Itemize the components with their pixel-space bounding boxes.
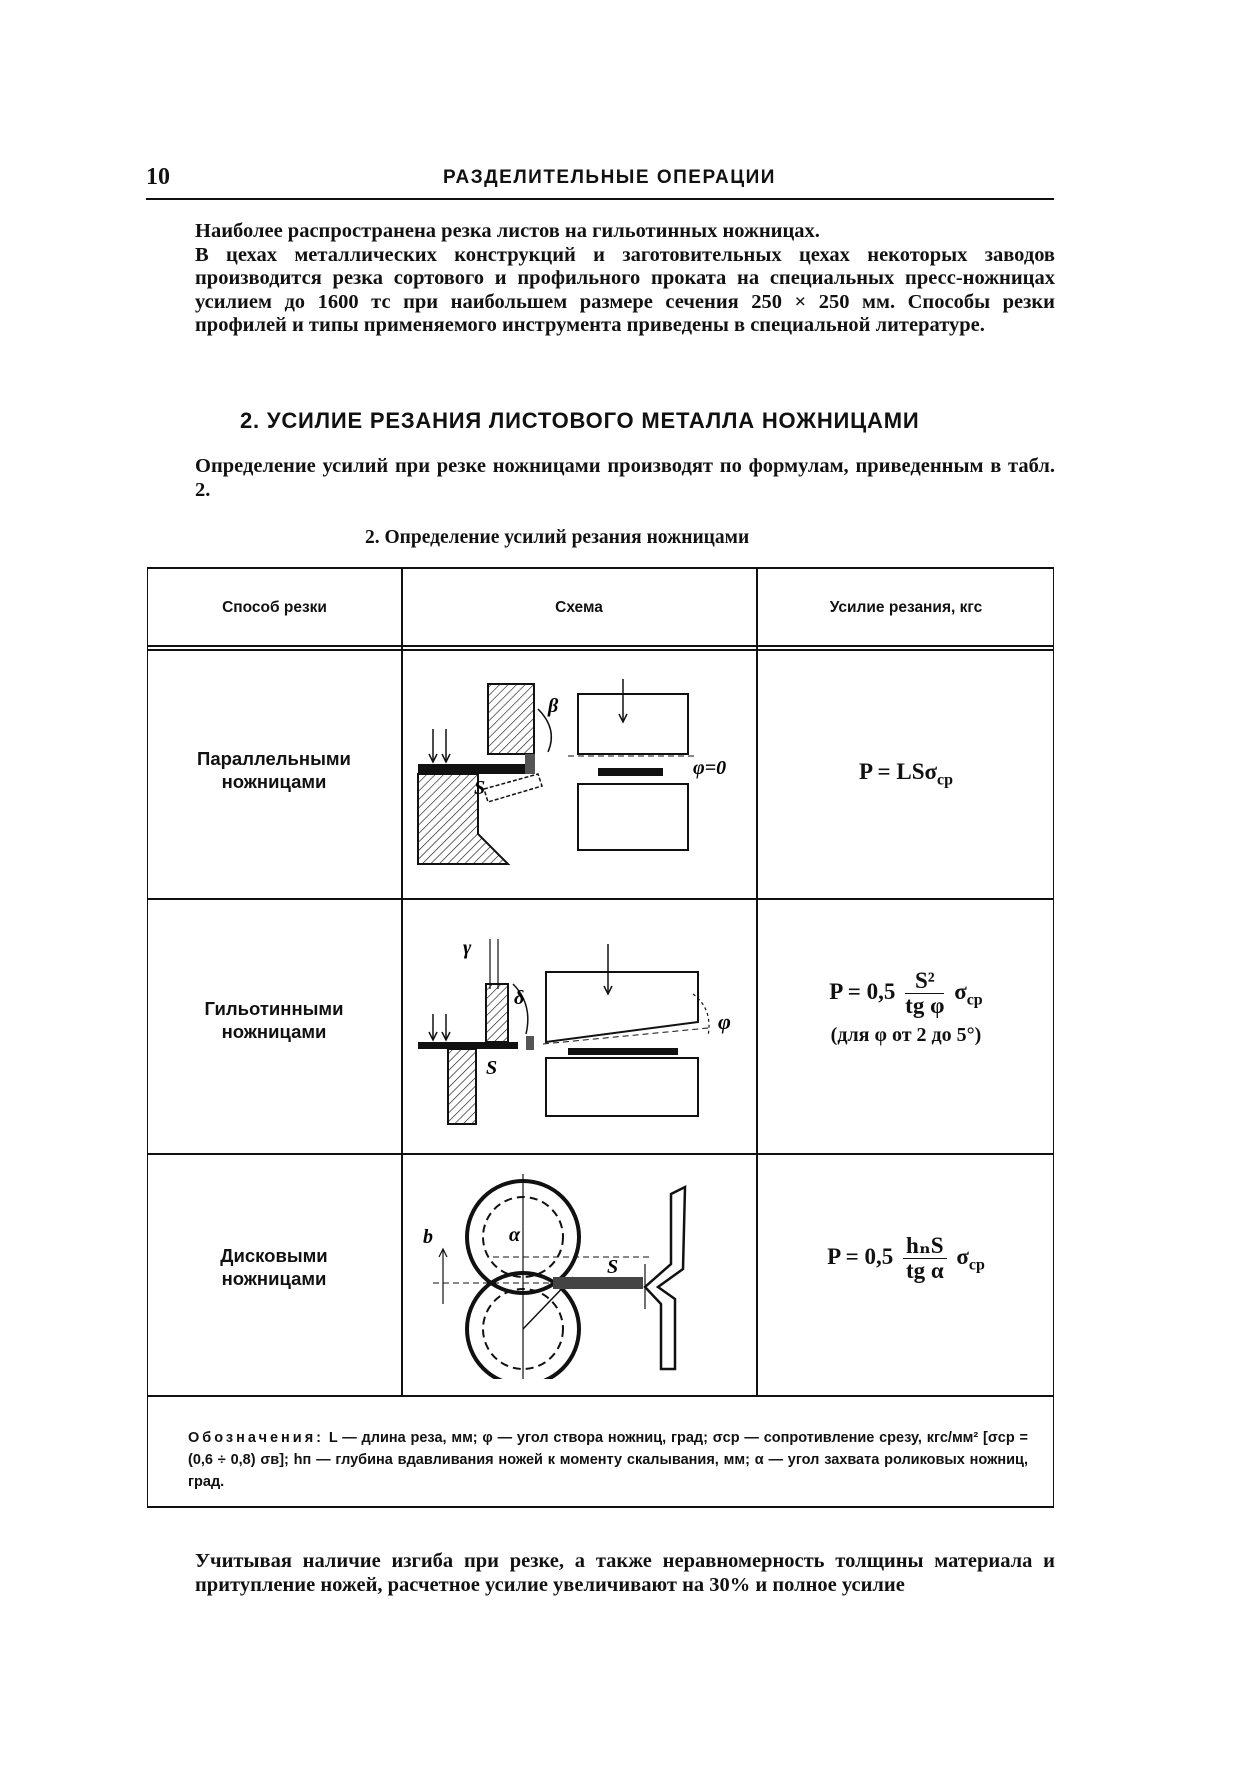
forces-table (147, 567, 1054, 1508)
section-heading: 2. УСИЛИЕ РЕЗАНИЯ ЛИСТОВОГО МЕТАЛЛА НОЖНИЦАМИ (240, 408, 920, 433)
scheme-parallel-shears (408, 674, 748, 874)
label-phi-zero: φ=0 (693, 757, 727, 779)
intro-text (195, 220, 1055, 338)
header-cutting-method: Способ резки (222, 599, 327, 616)
formula-tail: σ (956, 1243, 969, 1269)
intro-paragraph-2: В цехах металлических конструкций и заготовительных цехах некоторых заводов производится резка сортового и профильного проката на специальных пресс-ножницах усилием до 1600 тс при наибольшем размере сечения 250 × 250 мм. Способы резки профилей и типы применяемого инструмента приведены в специальной литературе. (195, 243, 1055, 337)
label-phi: φ (718, 1009, 731, 1034)
formula-subscript: ср (966, 991, 983, 1009)
formula-numerator: hₙS (903, 1234, 947, 1259)
label-delta: δ (514, 987, 525, 1009)
formula-subscript: ср (937, 771, 954, 789)
notes-text: L — длина реза, мм; φ — угол створа ножниц, град; σср — сопротивление срезу, кгс/мм² [σср = (0,6 ÷ 0,8) σв]; hп — глубина вдавливания ножей к моменту скалывания, мм; α — угол захвата роликовых ножниц, град. (188, 1430, 1028, 1490)
method-line: Параллельными (197, 748, 351, 769)
formula-numerator: S² (905, 969, 944, 994)
label-alpha: α (509, 1224, 521, 1246)
label-gamma: γ (463, 937, 472, 959)
formula-disc (757, 1234, 1055, 1283)
formula-text: P = LSσ (858, 759, 938, 784)
scheme-disc-shears (413, 1169, 743, 1379)
section-text (195, 455, 1055, 502)
label-s: S (607, 1256, 619, 1278)
running-title: РАЗДЕЛИТЕЛЬНЫЕ ОПЕРАЦИИ (443, 167, 776, 188)
formula-parallel (757, 759, 1055, 790)
closing-text (195, 1550, 1055, 1597)
scheme-guillotine-shears (408, 924, 748, 1134)
row-divider (148, 898, 1053, 900)
notes-title: Обозначения: (188, 1430, 325, 1446)
label-b: b (423, 1226, 433, 1248)
formula-guillotine (757, 969, 1055, 1047)
notes-divider (148, 1395, 1053, 1397)
formula-denominator: tg α (905, 1258, 944, 1283)
formula-note: (для φ от 2 до 5°) (830, 1024, 982, 1046)
table-notes (188, 1427, 1028, 1493)
formula-tail: σ (954, 978, 967, 1004)
method-line: ножницами (221, 1268, 327, 1289)
closing-paragraph: Учитывая наличие изгиба при резке, а также неравномерность толщины материала и притупление ножей, расчетное усилие увеличивают на 30% и полное усилие (195, 1550, 1055, 1596)
header-force: Усилие резания, кгс (829, 599, 983, 616)
formula-lead: P = 0,5 (829, 978, 896, 1004)
label-beta: β (548, 695, 559, 717)
method-parallel (150, 747, 398, 793)
method-guillotine (150, 997, 398, 1043)
formula-fraction (903, 1234, 947, 1283)
method-disc (150, 1244, 398, 1290)
row-divider (148, 1153, 1053, 1155)
page-number: 10 (146, 164, 170, 190)
intro-paragraph-1: Наиболее распространена резка листов на гильотинных ножницах. (195, 220, 820, 242)
label-s: S (474, 777, 486, 799)
column-divider (401, 569, 403, 1395)
method-line: Гильотинными (204, 998, 344, 1019)
header-rule-2 (148, 649, 1053, 651)
formula-lead: P = 0,5 (827, 1243, 894, 1269)
formula-denominator: tg φ (905, 993, 945, 1018)
method-line: ножницами (221, 1021, 327, 1042)
method-line: Дисковыми (220, 1245, 328, 1266)
method-line: ножницами (221, 771, 327, 792)
section-paragraph: Определение усилий при резке ножницами производят по формулам, приведенным в табл. 2. (195, 455, 1055, 501)
label-s: S (486, 1057, 498, 1079)
formula-subscript: ср (968, 1256, 985, 1274)
header-rule (146, 198, 1054, 200)
table-caption: 2. Определение усилий резания ножницами (365, 527, 750, 548)
header-rule-1 (148, 645, 1053, 647)
formula-fraction (905, 969, 944, 1018)
header-scheme: Схема (555, 599, 603, 616)
